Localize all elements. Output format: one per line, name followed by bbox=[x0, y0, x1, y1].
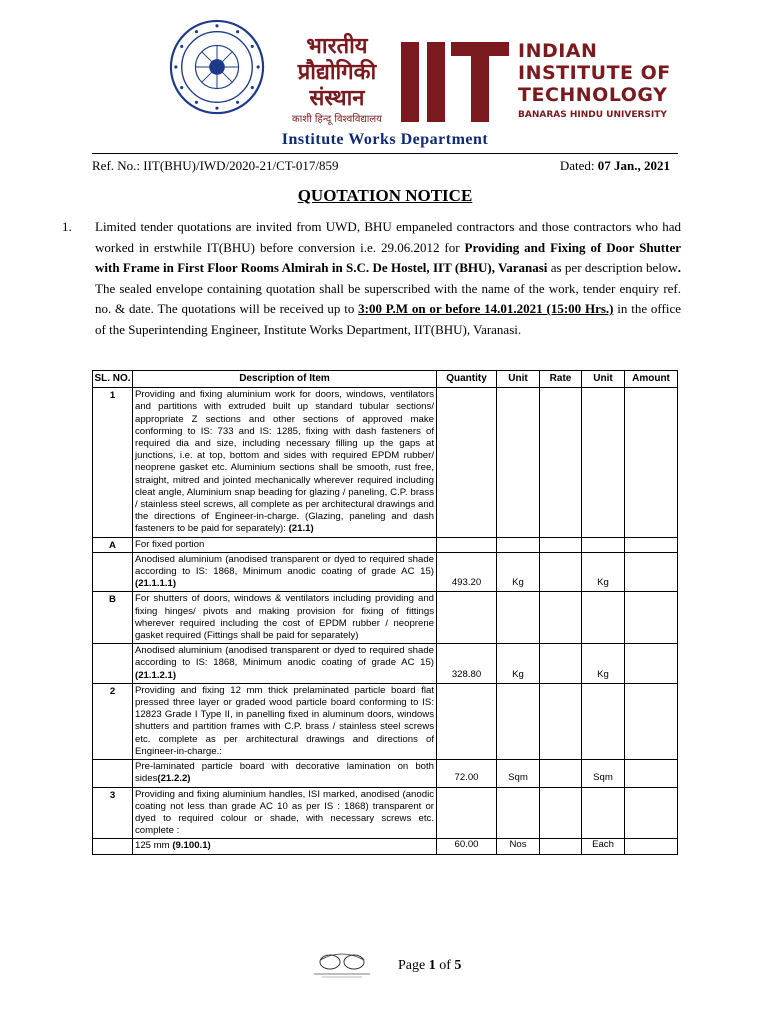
cell-rate bbox=[540, 787, 582, 839]
cell-unit bbox=[497, 592, 540, 644]
cell-unit-2 bbox=[582, 537, 625, 552]
cell-unit-2 bbox=[582, 388, 625, 537]
table-row bbox=[93, 552, 678, 592]
item-code: (21.1) bbox=[288, 523, 314, 535]
cell-amount bbox=[625, 537, 678, 552]
table-row bbox=[93, 787, 678, 839]
para-text-1: Limited tender quotations are invited from UWD, BHU empaneled contractors and those contractors who had worked in erstwhile IT(BHU) before conversion i.e. 29.06.2012 for bbox=[95, 219, 681, 255]
table-header-row bbox=[93, 371, 678, 388]
eng-line-4: BANARAS HINDU UNIVERSITY bbox=[518, 110, 667, 120]
deadline: 3:00 P.M on or before 14.01.2021 (15:00 Hrs.) bbox=[358, 301, 614, 316]
cell-amount bbox=[625, 760, 678, 787]
sl-value: 1 bbox=[109, 390, 116, 402]
cell-amount bbox=[625, 787, 678, 839]
description-text: For fixed portion bbox=[135, 538, 205, 550]
cell-unit: Kg bbox=[497, 552, 540, 592]
cell-quantity bbox=[437, 388, 497, 537]
cell-quantity: 493.20 bbox=[437, 552, 497, 592]
description-text: Providing and fixing 12 mm thick prelaminated particle board flat pressed three layer or graded wood particle board conforming to IS: 12823 Grade I Type II, in panelling fixed in aluminum doors, windows shutters and partition frames with C.P. brass / stainless steel screws etc. complete as per architectural drawings and directions of Engineer-in-charge.: bbox=[135, 684, 434, 757]
cell-rate bbox=[540, 683, 582, 759]
cell-rate bbox=[540, 388, 582, 537]
table-row bbox=[93, 592, 678, 644]
date-line bbox=[560, 158, 670, 174]
cell-quantity: 328.80 bbox=[437, 644, 497, 684]
table-body bbox=[93, 388, 678, 854]
cell-amount bbox=[625, 644, 678, 684]
cell-rate bbox=[540, 537, 582, 552]
cell-unit: Sqm bbox=[497, 760, 540, 787]
col-header-sl: SL. NO. bbox=[93, 371, 133, 388]
col-header-unit: Unit bbox=[497, 371, 540, 388]
cell-description bbox=[133, 787, 437, 839]
description-text: For shutters of doors, windows & ventilators including providing and fixing hinges/ pivots and making provision for fixing of fittings wherever required including the cost of EPDM rubber / neoprene gasket required (Fittings shall be paid for separately) bbox=[135, 593, 434, 642]
col-header-description: Description of Item bbox=[133, 371, 437, 388]
description-text: Pre-laminated particle board with decorative lamination on both sides bbox=[135, 761, 434, 785]
cell-sl bbox=[93, 787, 133, 839]
para-text-3: The sealed envelope containing quotation shall be superscribed with the name of the work, tender enquiry ref. no. & date. The quotations will be received up to bbox=[95, 280, 681, 316]
table-row bbox=[93, 683, 678, 759]
work-name: Providing and Fixing of Door Shutter with Frame in First Floor Rooms Almirah in S.C. De Hostel, IIT (BHU), Varanasi bbox=[95, 239, 682, 275]
cell-unit-2 bbox=[582, 592, 625, 644]
cell-unit-2: Kg bbox=[582, 644, 625, 684]
table-row bbox=[93, 388, 678, 537]
cell-sl bbox=[93, 388, 133, 537]
cell-amount bbox=[625, 592, 678, 644]
cell-unit bbox=[497, 388, 540, 537]
description-text: Providing and fixing aluminium work for doors, windows, ventilators and partitions with extruded built up standard tubular sections/ appropriate Z sections and other sections of approved make conforming to IS: 733 and IS: 1285, fixing with dash fasteners of required dia and size, including necessary filling up the gaps at junctions, i.e. at top, bottom and sides with required EPDM rubber/ neoprene gasket etc. Aluminium sections shall be smooth, rust free, straight, mitred and jointed mechanically wherever required including cleat angle, Aluminium snap beading for glazing / paneling, C.P. brass / stainless steel screws, all complete as per architectural drawings and the directions of Engineer-in-charge. (Glazing, paneling and dash fasteners to be paid for separately): bbox=[135, 389, 434, 535]
description-text: Anodised aluminium (anodised transparent or dyed to required shade according to IS: 1868, Minimum anodic coating of grade AC 15) bbox=[135, 645, 434, 669]
eng-line-2: INSTITUTE OF bbox=[518, 62, 671, 84]
cell-unit-2: Each bbox=[582, 839, 625, 854]
cell-sl bbox=[93, 592, 133, 644]
cell-sl bbox=[93, 537, 133, 552]
notice-title: QUOTATION NOTICE bbox=[297, 186, 473, 205]
cell-rate bbox=[540, 644, 582, 684]
header-divider bbox=[92, 153, 678, 154]
eng-line-1: INDIAN bbox=[518, 40, 598, 62]
paragraph-number: 1. bbox=[62, 219, 72, 234]
cell-description bbox=[133, 644, 437, 684]
cell-description bbox=[133, 760, 437, 787]
page-of: of bbox=[435, 958, 455, 973]
description-text: 125 mm bbox=[135, 840, 173, 852]
col-header-rate: Rate bbox=[540, 371, 582, 388]
cell-unit-2: Sqm bbox=[582, 760, 625, 787]
table-row bbox=[93, 760, 678, 787]
page-label: Page bbox=[398, 958, 429, 973]
page-number bbox=[398, 958, 461, 974]
department-title: Institute Works Department bbox=[281, 131, 489, 148]
cell-amount bbox=[625, 683, 678, 759]
cell-rate bbox=[540, 839, 582, 854]
sl-value: 3 bbox=[109, 789, 116, 801]
sl-value: B bbox=[109, 594, 116, 606]
cell-sl bbox=[93, 839, 133, 854]
cell-quantity bbox=[437, 683, 497, 759]
para-text-2: as per description below bbox=[547, 260, 678, 275]
hindi-line-1: भारतीय bbox=[306, 34, 368, 59]
page-current: 1 bbox=[428, 958, 436, 973]
letterhead bbox=[0, 0, 770, 125]
cell-description bbox=[133, 592, 437, 644]
cell-description bbox=[133, 552, 437, 592]
dated-label: Dated: bbox=[559, 158, 595, 173]
cell-amount bbox=[625, 388, 678, 537]
para-dot: . bbox=[677, 260, 681, 275]
footer-emblem-icon bbox=[308, 950, 392, 980]
cell-rate bbox=[540, 760, 582, 787]
cell-description bbox=[133, 537, 437, 552]
dated-value: 07 Jan., 2021 bbox=[597, 158, 670, 173]
notice-paragraph bbox=[62, 217, 682, 340]
cell-rate bbox=[540, 552, 582, 592]
cell-quantity bbox=[437, 787, 497, 839]
english-institute-name bbox=[518, 40, 671, 122]
cell-unit: Nos bbox=[497, 839, 540, 854]
col-header-unit-2: Unit bbox=[582, 371, 625, 388]
item-code: (21.1.1.1) bbox=[135, 578, 177, 590]
hindi-line-3: संस्थान bbox=[309, 86, 365, 111]
cell-amount bbox=[625, 839, 678, 854]
cell-quantity: 72.00 bbox=[437, 760, 497, 787]
cell-unit-2: Kg bbox=[582, 552, 625, 592]
eng-line-3: TECHNOLOGY bbox=[518, 84, 668, 106]
item-code: (21.2.2) bbox=[157, 773, 191, 785]
cell-unit bbox=[497, 537, 540, 552]
reference-number: Ref. No.: IIT(BHU)/IWD/2020-21/CT-017/859 bbox=[92, 158, 339, 173]
item-code: (9.100.1) bbox=[172, 840, 211, 852]
col-header-amount: Amount bbox=[625, 371, 678, 388]
cell-unit bbox=[497, 787, 540, 839]
cell-sl bbox=[93, 552, 133, 592]
para-text-4: in the office of the Superintending Engineer, Institute Works Department, IIT(BHU), Varanasi. bbox=[95, 301, 681, 337]
cell-description bbox=[133, 839, 437, 854]
table-row bbox=[93, 644, 678, 684]
cell-unit-2 bbox=[582, 683, 625, 759]
iit-logo-icon bbox=[397, 42, 509, 122]
hindi-line-4: काशी हिन्दू विश्वविद्यालय bbox=[292, 114, 382, 125]
cell-quantity bbox=[437, 592, 497, 644]
institute-seal-icon bbox=[168, 18, 266, 116]
sl-value: 2 bbox=[109, 685, 116, 697]
cell-quantity: 60.00 bbox=[437, 839, 497, 854]
items-table bbox=[92, 370, 678, 855]
table-row bbox=[93, 537, 678, 552]
item-code: (21.1.2.1) bbox=[135, 669, 177, 681]
cell-sl bbox=[93, 644, 133, 684]
cell-unit-2 bbox=[582, 787, 625, 839]
hindi-institute-name bbox=[282, 34, 392, 128]
cell-quantity bbox=[437, 537, 497, 552]
col-header-quantity: Quantity bbox=[437, 371, 497, 388]
cell-amount bbox=[625, 552, 678, 592]
cell-sl bbox=[93, 683, 133, 759]
description-text: Anodised aluminium (anodised transparent or dyed to required shade according to IS: 1868, Minimum anodic coating of grade AC 15) bbox=[135, 553, 434, 578]
table-row bbox=[93, 839, 678, 854]
hindi-line-2: प्रौद्योगिकी bbox=[297, 60, 377, 85]
cell-unit bbox=[497, 683, 540, 759]
cell-description bbox=[133, 683, 437, 759]
paragraph-text bbox=[95, 217, 681, 340]
description-text: Providing and fixing aluminium handles, ISI marked, anodised (anodic coating not less than grade AC 10 as per IS : 1868) transparent or dyed to required colour or shade, with necessary screws etc. complete : bbox=[135, 788, 434, 837]
page-total: 5 bbox=[454, 958, 462, 973]
cell-unit: Kg bbox=[497, 644, 540, 684]
cell-description bbox=[133, 388, 437, 537]
cell-sl bbox=[93, 760, 133, 787]
sl-value: A bbox=[109, 539, 116, 551]
cell-rate bbox=[540, 592, 582, 644]
